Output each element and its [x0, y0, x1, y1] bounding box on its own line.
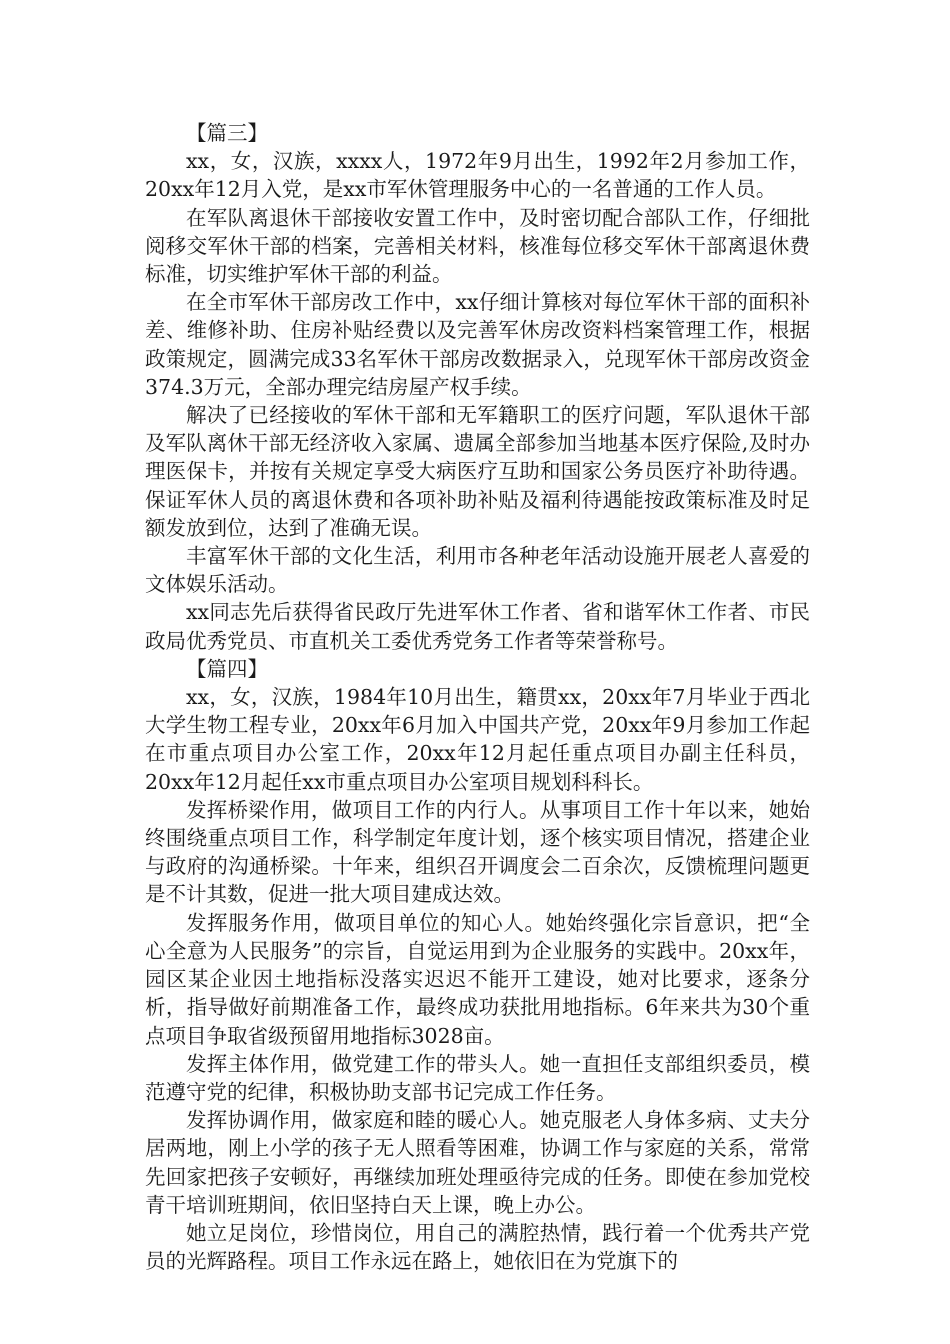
section-heading-3: 【篇三】 — [186, 121, 268, 145]
paragraph: 解决了已经接收的军休干部和无军籍职工的医疗问题，军队退休干部及军队离休干部无经济收入家属、遗属全部参加当地基本医疗保险,及时办理医保卡，并按有关规定享受大病医疗互助和国家公务员医疗补助待遇。保证军休人员的离退休费和各项补助补贴及福利待遇能按政策标准及时足额发放到位，达到了准确无误。 — [145, 403, 810, 540]
paragraph: 发挥桥梁作用，做项目工作的内行人。从事项目工作十年以来，她始终围绕重点项目工作，科学制定年度计划，逐个核实项目情况，搭建企业与政府的沟通桥梁。十年来，组织召开调度会二百余次，反馈梳理问题更是不计其数，促进一批大项目建成达效。 — [145, 797, 810, 907]
paragraph: xx，女，汉族，1984年10月出生，籍贯xx，20xx年7月毕业于西北大学生物工程专业，20xx年6月加入中国共产党，20xx年9月参加工作起在市重点项目办公室工作，20xx年12月起任重点项目办副主任科员，20xx年12月起任xx市重点项目办公室项目规划科科长。 — [145, 685, 810, 794]
paragraph: 她立足岗位，珍惜岗位，用自己的满腔热情，践行着一个优秀共产党员的光辉路程。项目工作永远在路上，她依旧在为党旗下的 — [145, 1220, 810, 1274]
paragraph: 发挥服务作用，做项目单位的知心人。她始终强化宗旨意识，把“全心全意为人民服务”的宗旨，自觉运用到为企业服务的实践中。20xx年，园区某企业因土地指标没落实迟迟不能开工建设，她对比要求，逐条分析，指导做好前期准备工作，最终成功获批用地指标。6年来共为30个重点项目争取省级预留用地指标3028亩。 — [145, 910, 810, 1048]
section-heading-4: 【篇四】 — [186, 656, 268, 681]
paragraph: xx同志先后获得省民政厅先进军休工作者、省和谐军休工作者、市民政局优秀党员、市直机关工委优秀党务工作者等荣誉称号。 — [145, 600, 810, 653]
document-body — [145, 119, 810, 1275]
paragraph: 在军队离退休干部接收安置工作中，及时密切配合部队工作，仔细批阅移交军休干部的档案，完善相关材料，核准每位移交军休干部离退休费标准，切实维护军休干部的利益。 — [145, 205, 810, 287]
paragraph: xx，女，汉族，xxxx人，1972年9月出生，1992年2月参加工作，20xx年12月入党，是xx市军休管理服务中心的一名普通的工作人员。 — [145, 149, 810, 202]
paragraph: 发挥协调作用，做家庭和睦的暖心人。她克服老人身体多病、丈夫分居两地，刚上小学的孩子无人照看等困难，协调工作与家庭的关系，常常先回家把孩子安顿好，再继续加班处理亟待完成的任务。即使在参加党校青干培训班期间，依旧坚持白天上课，晚上办公。 — [145, 1108, 810, 1217]
paragraph: 在全市军休干部房改工作中，xx仔细计算核对每位军休干部的面积补差、维修补助、住房补贴经费以及完善军休房改资料档案管理工作，根据政策规定，圆满完成33名军休干部房改数据录入，兑现军休干部房改资金374.3万元，全部办理完结房屋产权手续。 — [145, 290, 810, 399]
paragraph: 发挥主体作用，做党建工作的带头人。她一直担任支部组织委员，模范遵守党的纪律，积极协助支部书记完成工作任务。 — [145, 1051, 810, 1104]
paragraph: 丰富军休干部的文化生活，利用市各种老年活动设施开展老人喜爱的文体娱乐活动。 — [145, 544, 810, 597]
